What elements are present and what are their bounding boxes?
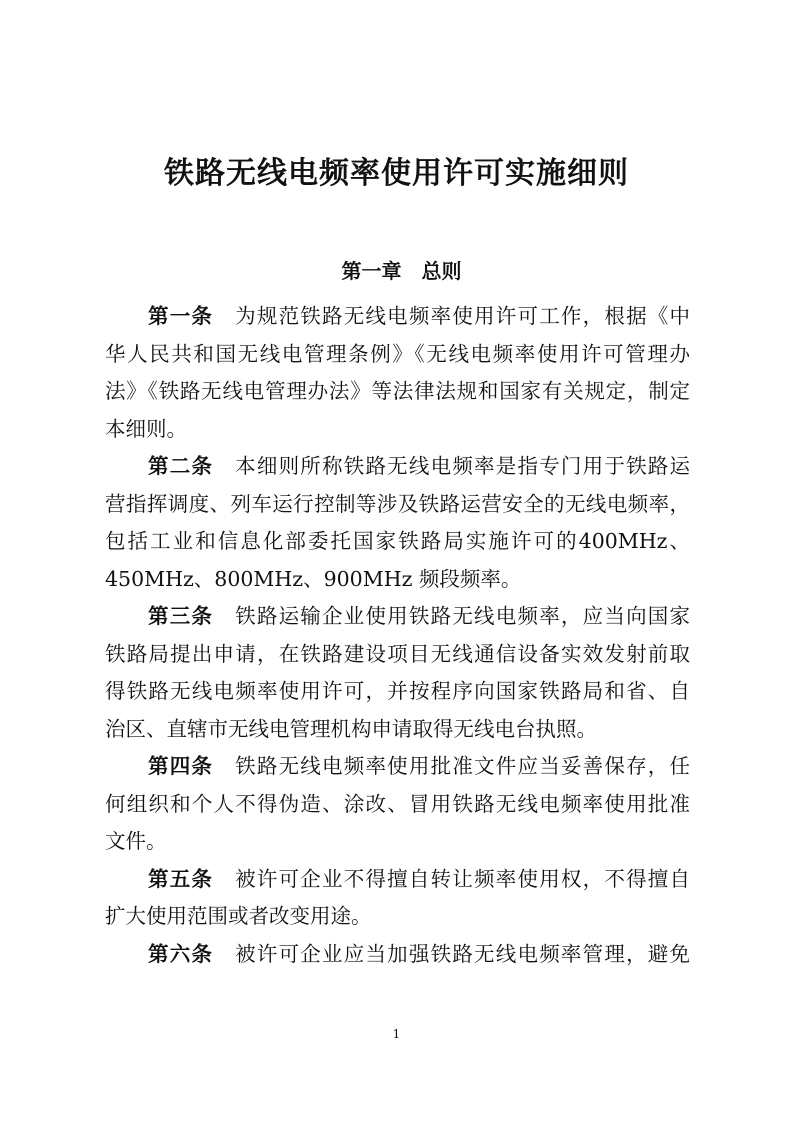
article-text: 为规范铁路无线电频率使用许可工作，根据《中 [235, 304, 691, 328]
article-line [105, 861, 690, 899]
article [105, 598, 690, 748]
article [105, 748, 690, 861]
article-line [105, 711, 690, 749]
article-line [105, 336, 690, 374]
article-text: 法》《铁路无线电管理办法》等法律法规和国家有关规定，制定 [105, 379, 690, 403]
article-label: 第一条 [148, 304, 214, 328]
article-line [105, 936, 690, 974]
article-text: 扩大使用范围或者改变用途。 [105, 904, 372, 928]
article-line [105, 673, 690, 711]
article-text: 铁路运输企业使用铁路无线电频率，应当向国家 [235, 604, 691, 628]
page-number: 1 [392, 1027, 401, 1041]
article-line [105, 523, 690, 561]
article-label: 第六条 [148, 941, 214, 966]
article-text: 被许可企业不得擅自转让频率使用权，不得擅自 [235, 866, 691, 891]
article-text: 本细则所称铁路无线电频率是指专门用于铁路运 [235, 454, 691, 478]
article-line [105, 823, 690, 861]
article-label: 第四条 [148, 754, 214, 778]
article-line [105, 748, 690, 786]
article-text: 450MHz、800MHz、900MHz 频段频率。 [105, 566, 522, 591]
article [105, 936, 690, 974]
article-text: 营指挥调度、列车运行控制等涉及铁路运营安全的无线电频率， [105, 491, 690, 516]
article-text: 华人民共和国无线电管理条例》《无线电频率使用许可管理办 [105, 341, 690, 366]
article-text: 得铁路无线电频率使用许可，并按程序向国家铁路局和省、自 [105, 679, 690, 703]
chapter-name: 总则 [421, 259, 462, 283]
article-label: 第二条 [148, 454, 214, 478]
document-title: 铁路无线电频率使用许可实施细则 [164, 156, 629, 191]
article-text: 何组织和个人不得伪造、涂改、冒用铁路无线电频率使用批准 [105, 791, 690, 816]
article-line [105, 898, 690, 936]
article-line [105, 448, 690, 486]
article [105, 448, 690, 598]
article-line [105, 298, 690, 336]
article-text: 铁路局提出申请，在铁路建设项目无线通信设备实效发射前取 [105, 641, 690, 666]
article-line [105, 786, 690, 824]
article-line [105, 598, 690, 636]
article [105, 298, 690, 448]
article-text: 文件。 [105, 829, 167, 853]
document-body [105, 298, 690, 973]
article-line [105, 561, 690, 599]
article-text: 铁路无线电频率使用批准文件应当妥善保存，任 [235, 754, 691, 778]
article-label: 第五条 [148, 866, 214, 891]
article-text: 包括工业和信息化部委托国家铁路局实施许可的400MHz、 [105, 529, 690, 553]
article-text: 治区、直辖市无线电管理机构申请取得无线电台执照。 [105, 716, 597, 741]
article-line [105, 373, 690, 411]
article-text: 本细则。 [105, 416, 187, 441]
chapter-number: 第一章 [341, 259, 402, 283]
article [105, 861, 690, 936]
article-line [105, 411, 690, 449]
article-text: 被许可企业应当加强铁路无线电频率管理，避免 [235, 941, 691, 966]
chapter-heading [0, 255, 793, 284]
article-label: 第三条 [148, 604, 214, 628]
article-line [105, 636, 690, 674]
article-line [105, 486, 690, 524]
